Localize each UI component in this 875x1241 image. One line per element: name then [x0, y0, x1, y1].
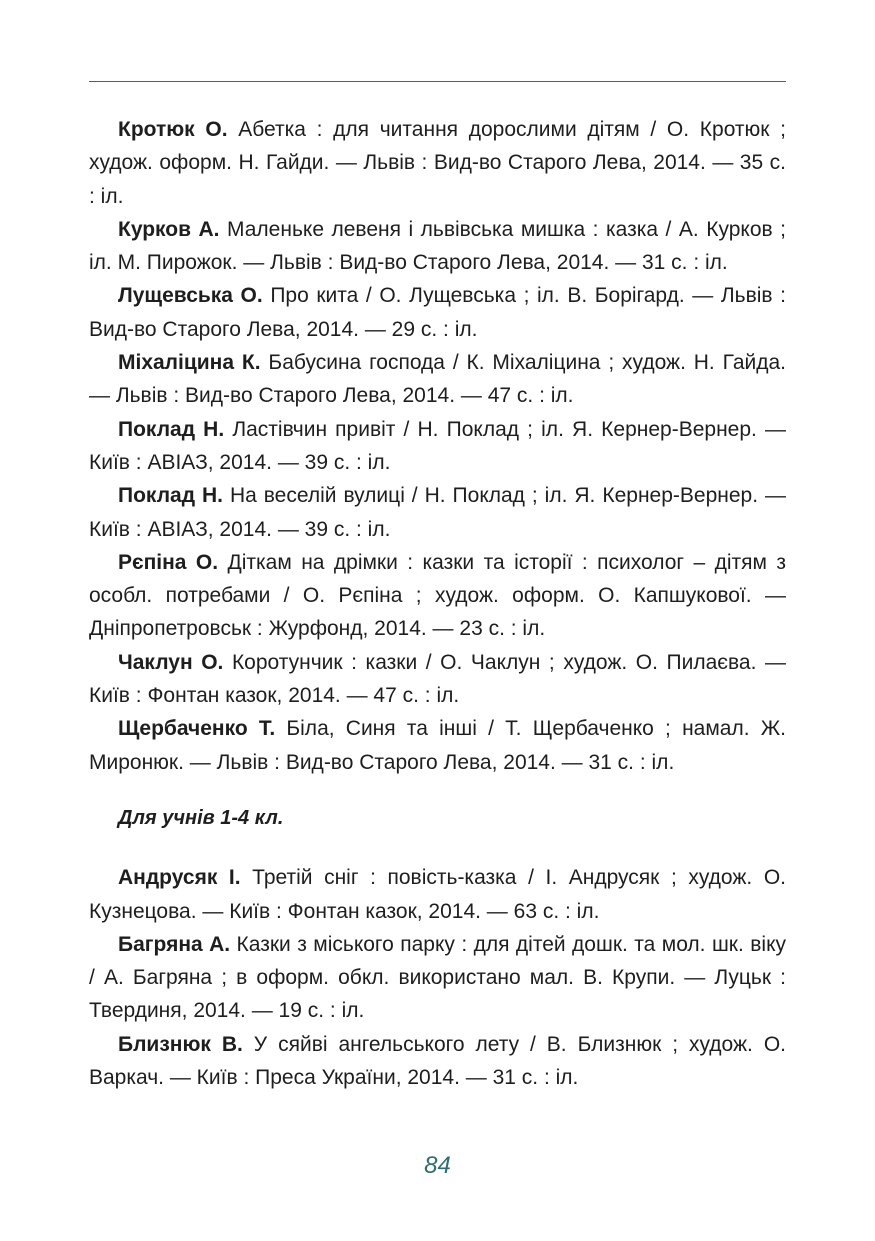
- list-item: [89, 1028, 786, 1095]
- bibliography-list: [89, 113, 786, 1094]
- page-number: 84: [424, 1152, 451, 1179]
- entry-author: Курков А.: [118, 217, 220, 241]
- entry-author: Міхаліцина К.: [118, 351, 261, 375]
- list-item: [89, 712, 786, 779]
- list-item: [89, 213, 786, 280]
- entry-author: Кротюк О.: [118, 118, 228, 141]
- entry-author: Багряна А.: [118, 932, 231, 956]
- list-item: [89, 113, 786, 213]
- list-item: [89, 279, 786, 346]
- entry-author: Близнюк В.: [118, 1032, 243, 1056]
- entry-text: Біла, Синя та інші / Т. Щербаченко ; намал. Ж. Миронюк. — Львів : Вид-во Старого Лева, 2014. — 31 с. : іл.: [89, 717, 786, 774]
- entry-text: На веселій вулиці / Н. Поклад ; іл. Я. Кернер-Вернер. — Київ : АВІАЗ, 2014. — 39 с. : іл.: [89, 484, 786, 541]
- entry-author: Чаклун О.: [118, 650, 224, 674]
- entry-author: Щербаченко Т.: [118, 717, 276, 741]
- entry-text: Бабусина господа / К. Міхаліцина ; худож. Н. Гайда. — Львів : Вид-во Старого Лева, 2014. — 47 с. : іл.: [89, 351, 786, 408]
- entry-text: Казки з міського парку : для дітей дошк. та мол. шк. віку / А. Багряна ; в оформ. обкл. використано мал. В. Крупи. — Луцьк : Твердиня, 2014. — 19 с. : іл.: [89, 932, 786, 1023]
- section-heading: Для учнів 1-4 кл.: [118, 806, 284, 829]
- list-item: [89, 346, 786, 413]
- entry-author: Поклад Н.: [118, 484, 223, 508]
- entry-text: Ластівчин привіт / Н. Поклад ; іл. Я. Кернер-Вернер. — Київ : АВІАЗ, 2014. — 39 с. : іл.: [89, 417, 787, 474]
- header-rule: [89, 81, 786, 82]
- entry-text: Третій сніг : повість-казка / І. Андрусяк ; худож. О. Кузнецова. — Київ : Фонтан казок, 2014. — 63 с. : іл.: [89, 866, 786, 923]
- entry-author: Лущевська О.: [118, 284, 263, 308]
- list-item: [89, 928, 786, 1028]
- list-item: [89, 646, 786, 713]
- entry-author: Поклад Н.: [118, 417, 225, 441]
- list-item: [89, 479, 786, 546]
- entry-text: Діткам на дрімки : казки та історії : психолог – дітям з особл. потребами / О. Рєпіна ; худож. оформ. О. Капшукової. — Дніпропетровськ : Журфонд, 2014. — 23 с. : іл.: [89, 550, 786, 641]
- list-item: [89, 861, 786, 928]
- entry-text: Абетка : для читання дорослими дітям / О. Кротюк ; худож. оформ. Н. Гайди. — Львів : Вид-во Старого Лева, 2014. — 35 с. : іл.: [89, 118, 786, 208]
- entry-text: Про кита / О. Лущевська ; іл. В. Борігард. — Львів : Вид-во Старого Лева, 2014. — 29 с. : іл.: [89, 284, 786, 341]
- entry-text: Коротунчик : казки / О. Чаклун ; худож. О. Пилаєва. — Київ : Фонтан казок, 2014. — 47 с. : іл.: [89, 650, 786, 708]
- entry-author: Андрусяк І.: [118, 866, 241, 890]
- list-item: [89, 413, 786, 480]
- list-item: [89, 546, 786, 646]
- entry-author: Рєпіна О.: [118, 550, 219, 574]
- entry-text: У сяйві ангельського лету / В. Близнюк ; худож. О. Варкач. — Київ : Преса України, 2014. — 31 с. : іл.: [89, 1032, 786, 1090]
- entry-text: Маленьке левеня і львівська мишка : казка / А. Курков ; іл. М. Пирожок. — Львів : Вид-во Старого Лева, 2014. — 31 с. : іл.: [89, 217, 786, 275]
